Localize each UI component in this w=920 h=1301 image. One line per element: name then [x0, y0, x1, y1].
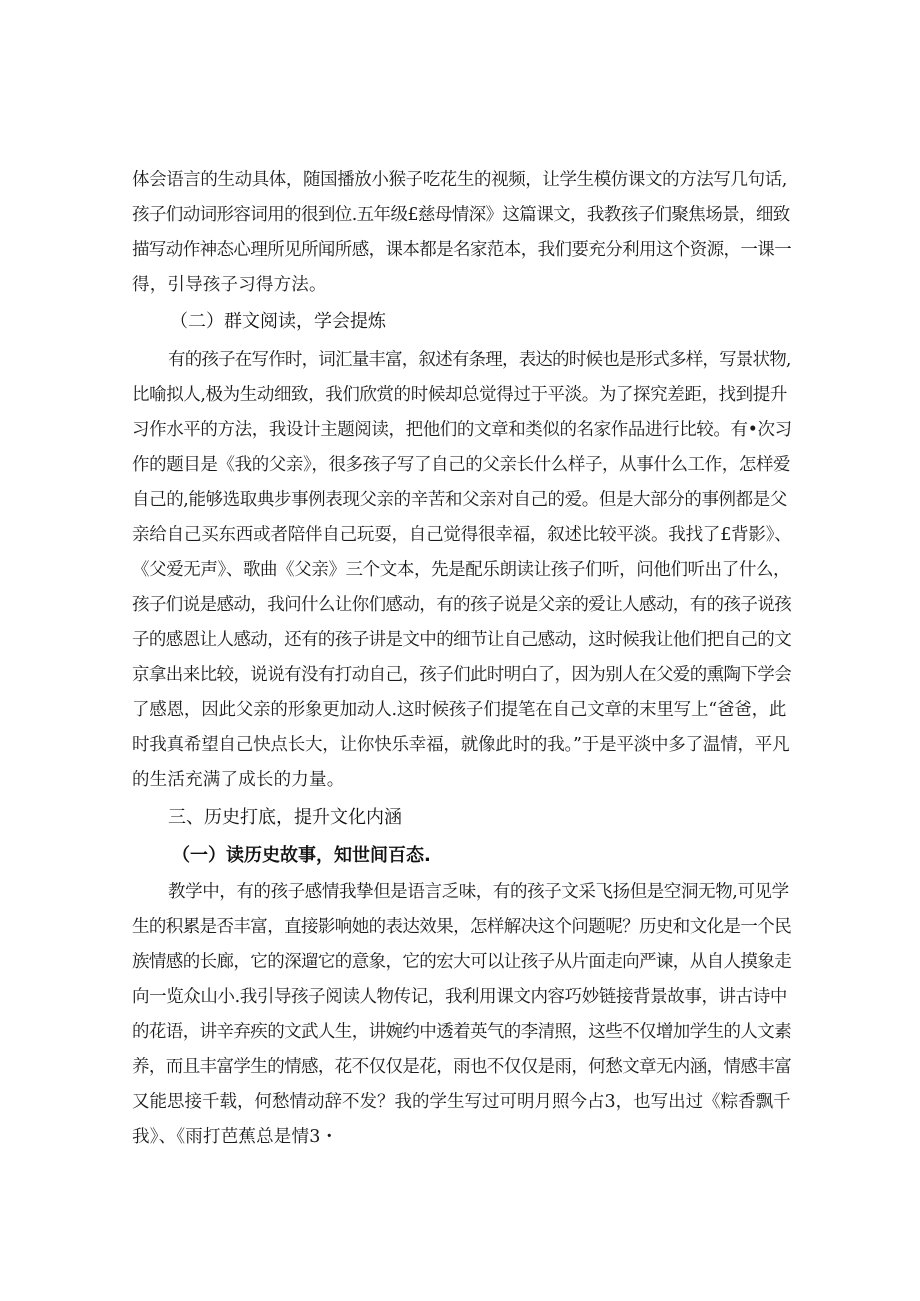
paragraph-line: 教学中，有的孩子感情我挚但是语言乏味，有的孩子文采飞扬但是空洞无物,可见学	[168, 882, 789, 902]
paragraph-line: 京拿出来比较，说说有没有打动自己，孩子们此时明白了，因为别人在父爱的熏陶下学会	[132, 665, 792, 685]
paragraph-line: 的花语，讲辛弃疾的文武人生，讲婉约中透着英气的李清照，这些不仅增加学生的人文素	[132, 1022, 792, 1042]
paragraph-line: 向一览众山小.我引导孩子阅读人物传记，我利用课文内容巧妙链接背景故事，讲古诗中	[132, 987, 787, 1007]
paragraph-line: 孩子们说是感动，我问什么让你们感动，有的孩子说是父亲的爱让人感动，有的孩子说孩	[132, 595, 792, 615]
paragraph-line: 体会语言的生动具体，随国播放小猴子吃花生的视频，让学生模仿课文的方法写几句话,	[132, 170, 787, 190]
paragraph-line: 时我真希望自己快点长大，让你快乐幸福，就像此时的我。”于是平淡中多了温情，平凡	[132, 735, 790, 755]
subsection-heading-history-stories: （一）读历史故事，知世间百态.	[172, 845, 431, 866]
paragraph-line: 的生活充满了成长的力量。	[132, 770, 345, 790]
paragraph-line: 习作水平的方法，我设计主题阅读，把他们的文章和类似的名家作品进行比较。有•次习	[132, 420, 792, 440]
paragraph-line: 了感恩，因此父亲的形象更加动人.这时候孩子们提笔在自己文章的末里写上“爸爸，此	[132, 700, 787, 720]
paragraph-line: 族情感的长廊，它的深遛它的意象，它的宏大可以让孩子从片面走向严谏，从自人摸象走	[132, 952, 792, 972]
section-heading-group-reading: （二）群文阅读，学会提炼	[170, 311, 386, 332]
paragraph-line: 又能思接千载，何愁情动辞不发？我的学生写过可明月照今占3，也写出过《粽香飘千	[132, 1092, 791, 1112]
paragraph-line: 养，而且丰富学生的情感，花不仅仅是花，雨也不仅仅是雨，何愁文章无内涵，情感丰富	[132, 1057, 792, 1077]
paragraph-line: 孩子们动词形容词用的很到位.五年级£慈母情深》这篇课文，我教孩子们聚焦场景，细致	[132, 205, 790, 225]
paragraph-line: 作的题目是《我的父亲》，很多孩子写了自己的父亲长什么样子，从事什么工作，怎样爱	[132, 455, 791, 475]
paragraph-line: 得，引导孩子习得方法。	[132, 275, 327, 295]
paragraph-line: 亲给自己买东西或者陪伴自己玩耍，自己觉得很幸福，叙述比较平淡。我找了£背影》、	[132, 525, 792, 545]
paragraph-line: 子的感恩让人感动，还有的孩子讲是文中的细节让自己感动，这时候我让他们把自己的文	[132, 630, 792, 650]
section-heading-history: 三、历史打底，提升文化内涵	[168, 807, 402, 828]
paragraph-line: 生的积累是否丰富，直接影响她的表达效果，怎样解决这个问题呢？历史和文化是一个民	[132, 917, 792, 937]
paragraph-line: 描写动作神态心理所见所闻所感，课本都是名家范本，我们要充分利用这个资源，一课一	[132, 240, 792, 260]
paragraph-line: 《父爱无声》、歌曲《父亲》三个文本，先是配乐朗读让孩子们听，问他们听出了什么，	[132, 560, 791, 580]
paragraph-line: 有的孩子在写作时，词汇量丰富，叙述有条理，表达的时候也是形式多样，写景状物,	[168, 350, 791, 370]
paragraph-line: 自己的,能够选取典步事例表现父亲的辛苦和父亲对自己的爱。但是大部分的事例都是父	[132, 490, 787, 510]
paragraph-line: 比喻拟人,极为生动细致，我们欣赏的时候却总觉得过于平淡。为了探究差距，找到提升	[132, 385, 787, 405]
paragraph-line: 我》、《雨打芭蕉总是情3・	[132, 1127, 339, 1147]
